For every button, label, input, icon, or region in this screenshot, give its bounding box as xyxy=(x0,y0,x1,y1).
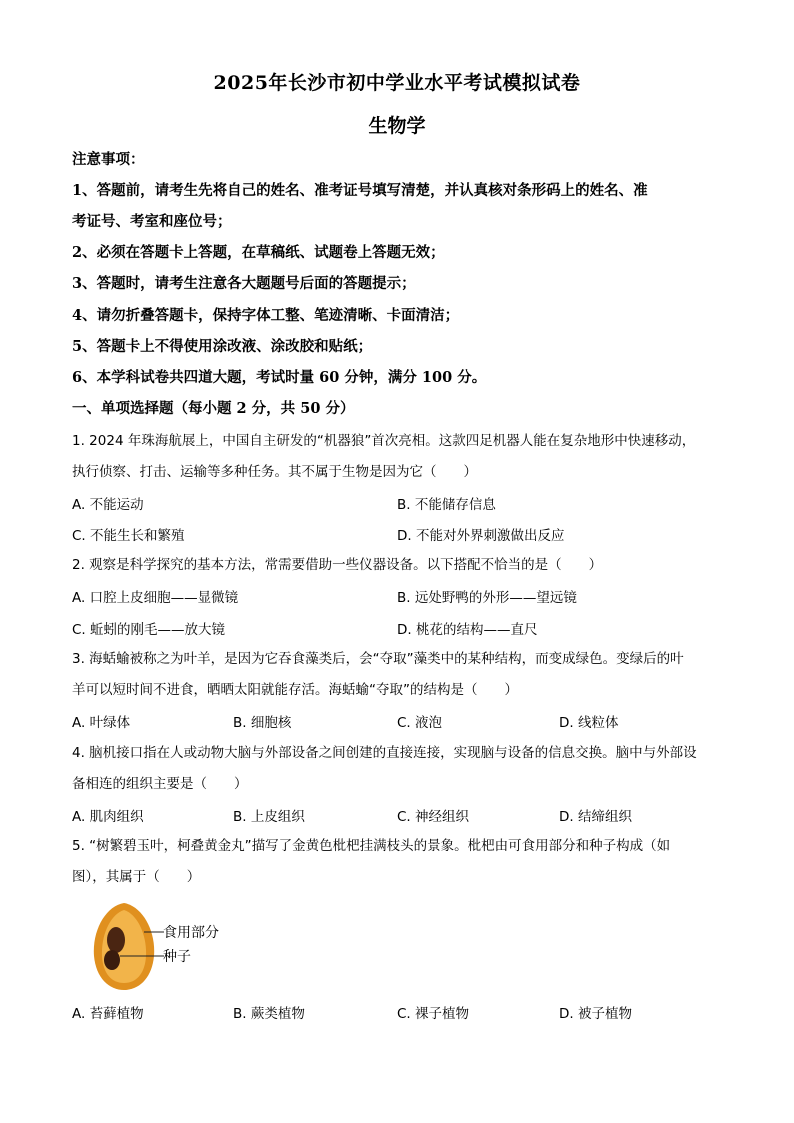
question-5-text: 图），其属于（ ） xyxy=(72,869,201,885)
q1-option-d: D. 不能对外界刺激做出反应 xyxy=(397,528,565,544)
subject-title: 生物学 xyxy=(368,115,426,137)
q3-option-a: A. 叶绿体 xyxy=(72,715,131,731)
question-1-text: 1. 2024 年珠海航展上，中国自主研发的“机器狼”首次亮相。这款四足机器人能在复杂地形中快速移动， xyxy=(72,433,696,449)
exam-title: 2025年长沙市初中学业水平考试模拟试卷 xyxy=(213,72,581,94)
notice-heading: 注意事项： xyxy=(72,151,145,168)
q2-option-a: A. 口腔上皮细胞——显微镜 xyxy=(72,590,239,606)
loquat-figure xyxy=(84,900,164,992)
q2-option-c: C. 蚯蚓的刚毛——放大镜 xyxy=(72,622,226,638)
q1-option-a: A. 不能运动 xyxy=(72,497,144,513)
q3-option-d: D. 线粒体 xyxy=(559,715,619,731)
question-4-text: 备相连的组织主要是（ ） xyxy=(72,776,248,792)
figure-label-edible: 食用部分 xyxy=(163,925,219,941)
question-1-text: 执行侦察、打击、运输等多种任务。其不属于生物是因为它（ ） xyxy=(72,464,477,480)
notice-item: 4、请勿折叠答题卡，保持字体工整、笔迹清晰、卡面清洁； xyxy=(72,307,460,324)
section-heading: 一、单项选择题（每小题 2 分，共 50 分） xyxy=(72,400,355,417)
question-4-text: 4. 脑机接口指在人或动物大脑与外部设备之间创建的直接连接，实现脑与设备的信息交换。脑中与外部设 xyxy=(72,745,697,761)
q4-option-b: B. 上皮组织 xyxy=(233,809,305,825)
q4-option-a: A. 肌肉组织 xyxy=(72,809,144,825)
q4-option-c: C. 神经组织 xyxy=(397,809,470,825)
notice-item: 5、答题卡上不得使用涂改液、涂改胶和贴纸； xyxy=(72,338,373,355)
q2-option-d: D. 桃花的结构——直尺 xyxy=(397,622,538,638)
q1-option-b: B. 不能储存信息 xyxy=(397,497,496,513)
q3-option-b: B. 细胞核 xyxy=(233,715,292,731)
question-3-text: 3. 海蛞蝓被称之为叶羊，是因为它吞食藻类后，会“夺取”藻类中的某种结构，而变成绿色。变绿后的叶 xyxy=(72,651,684,667)
q5-option-a: A. 苔藓植物 xyxy=(72,1006,144,1022)
notice-item: 1、答题前，请考生先将自己的姓名、准考证号填写清楚，并认真核对条形码上的姓名、准 xyxy=(72,182,648,199)
q1-option-c: C. 不能生长和繁殖 xyxy=(72,528,185,544)
notice-item: 2、必须在答题卡上答题，在草稿纸、试题卷上答题无效； xyxy=(72,244,445,261)
q5-option-c: C. 裸子植物 xyxy=(397,1006,470,1022)
notice-item: 3、答题时，请考生注意各大题题号后面的答题提示； xyxy=(72,275,416,292)
notice-item: 6、本学科试卷共四道大题，考试时量 60 分钟，满分 100 分。 xyxy=(72,369,487,386)
notice-item: 考证号、考室和座位号； xyxy=(72,213,232,230)
q5-option-b: B. 蕨类植物 xyxy=(233,1006,305,1022)
q3-option-c: C. 液泡 xyxy=(397,715,443,731)
loquat-seed xyxy=(104,950,120,970)
loquat-seed xyxy=(107,927,125,953)
q4-option-d: D. 结缔组织 xyxy=(559,809,632,825)
question-2-text: 2. 观察是科学探究的基本方法，常需要借助一些仪器设备。以下搭配不恰当的是（ ） xyxy=(72,557,603,573)
figure-label-seed: 种子 xyxy=(163,949,191,965)
q5-option-d: D. 被子植物 xyxy=(559,1006,632,1022)
question-5-text: 5. “树繁碧玉叶，柯叠黄金丸”描写了金黄色枇杷挂满枝头的景象。枇杷由可食用部分和种子构成（如 xyxy=(72,838,671,854)
question-3-text: 羊可以短时间不进食，晒晒太阳就能存活。海蛞蝓“夺取”的结构是（ ） xyxy=(72,682,518,698)
q2-option-b: B. 远处野鸭的外形——望远镜 xyxy=(397,590,577,606)
